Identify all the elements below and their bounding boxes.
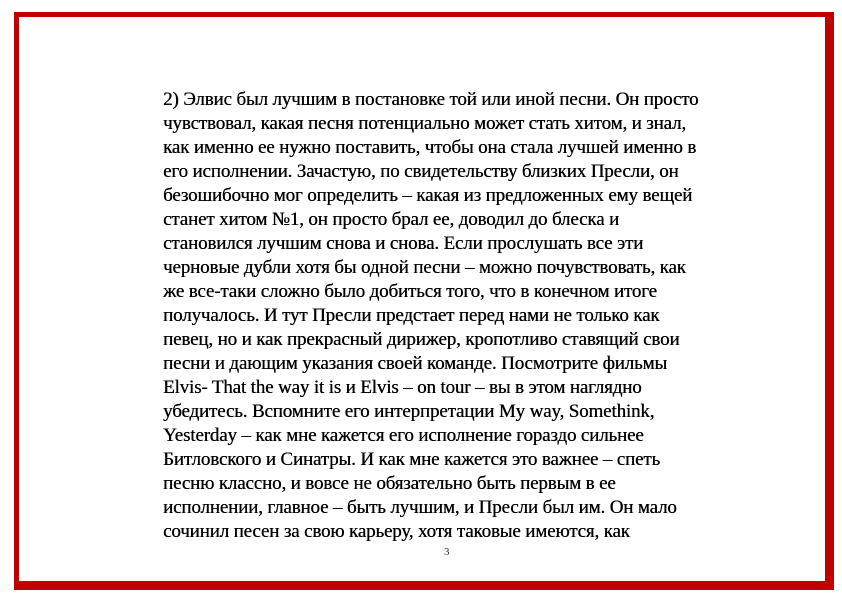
body-text-line: Yesterday – как мне кажется его исполнение гораздо сильнее	[163, 425, 644, 446]
body-text-line: же все-таки сложно было добиться того, что в конечном итоге	[163, 281, 657, 302]
body-text-line: его исполнении. Зачастую, по свидетельству близких Пресли, он	[163, 161, 679, 182]
body-text-line: исполнении, главное – быть лучшим, и Пресли был им. Он мало	[163, 497, 677, 518]
body-text-line: чувствовал, какая песня потенциально может стать хитом, и знал,	[163, 113, 686, 134]
body-text-line: Битловского и Синатры. И как мне кажется это важнее – спеть	[163, 449, 660, 470]
body-text-line: 2) Элвис был лучшим в постановке той или иной песни. Он просто	[163, 89, 699, 110]
body-text-line: станет хитом №1, он просто брал ее, доводил до блеска и	[163, 209, 619, 230]
body-text-line: песню классно, и вовсе не обязательно быть первым в ее	[163, 473, 616, 494]
body-text-line: становился лучшим снова и снова. Если прослушать все эти	[163, 233, 644, 254]
body-text-line: песни и дающим указания своей команде. Посмотрите фильмы	[163, 353, 667, 374]
slide-body-text	[163, 88, 743, 544]
body-text-line: Elvis- That the way it is и Elvis – on tour – вы в этом наглядно	[163, 377, 642, 398]
body-text-line: получалось. И тут Пресли предстает перед нами не только как	[163, 305, 660, 326]
page-number: 3	[444, 546, 450, 558]
body-text-line: безошибочно мог определить – какая из предложенных ему вещей	[163, 185, 693, 206]
body-text-line: певец, но и как прекрасный дирижер, кропотливо ставящий свои	[163, 329, 680, 350]
body-text-line: как именно ее нужно поставить, чтобы она стала лучшей именно в	[163, 137, 697, 158]
body-text-line: сочинил песен за свою карьеру, хотя таковые имеются, как	[163, 521, 630, 542]
body-text-line: убедитесь. Вспомните его интерпретации My way, Somethink,	[163, 401, 655, 422]
body-text-line: черновые дубли хотя бы одной песни – можно почувствовать, как	[163, 257, 686, 278]
